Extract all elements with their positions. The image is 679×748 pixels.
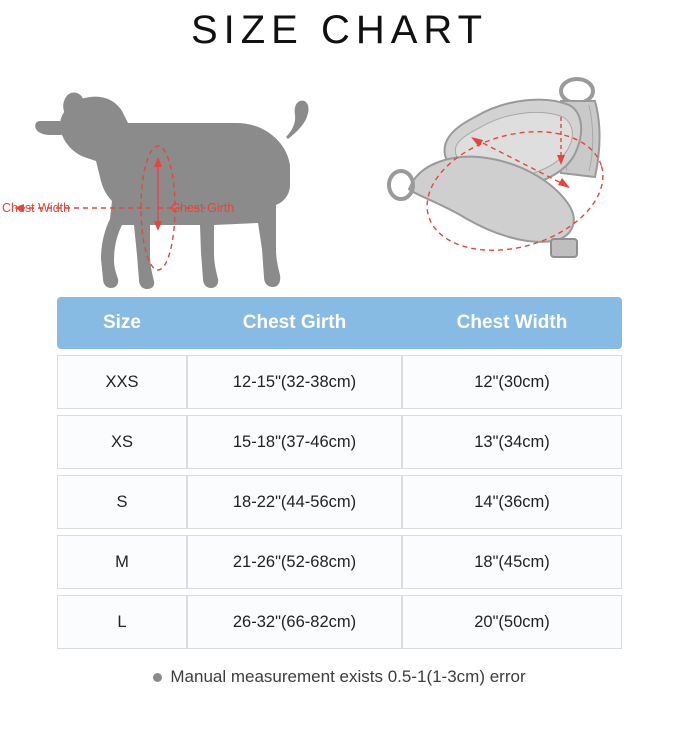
cell-size: L (57, 595, 187, 649)
table-row (57, 535, 622, 589)
measurement-note-text: Manual measurement exists 0.5-1(1-3cm) error (170, 667, 526, 686)
dog-chest-width-label: Chest Width (2, 201, 71, 215)
cell-size: S (57, 475, 187, 529)
cell-chest-girth: 21-26"(52-68cm) (187, 535, 402, 589)
size-chart-page (0, 4, 679, 748)
dog-silhouette-icon (0, 53, 340, 291)
measurement-note (0, 667, 679, 687)
bullet-icon (153, 673, 162, 682)
cell-chest-girth: 15-18"(37-46cm) (187, 415, 402, 469)
size-table (57, 291, 622, 655)
table-header-size: Size (57, 297, 187, 349)
cell-size: XS (57, 415, 187, 469)
dog-harness-icon (355, 53, 655, 291)
cell-chest-width: 13"(34cm) (402, 415, 622, 469)
cell-size: M (57, 535, 187, 589)
table-row (57, 475, 622, 529)
size-table-wrapper (0, 291, 679, 655)
table-header-chest-girth: Chest Girth (187, 297, 402, 349)
cell-chest-width: 20"(50cm) (402, 595, 622, 649)
cell-chest-width: 12"(30cm) (402, 355, 622, 409)
illustration-area (0, 53, 679, 291)
table-row (57, 355, 622, 409)
table-row (57, 415, 622, 469)
cell-size: XXS (57, 355, 187, 409)
table-header-chest-width: Chest Width (402, 297, 622, 349)
table-row (57, 595, 622, 649)
cell-chest-width: 14"(36cm) (402, 475, 622, 529)
cell-chest-girth: 12-15"(32-38cm) (187, 355, 402, 409)
cell-chest-girth: 26-32"(66-82cm) (187, 595, 402, 649)
table-header-row (57, 297, 622, 349)
dog-chest-girth-label: Chest Girth (171, 201, 235, 215)
cell-chest-width: 18"(45cm) (402, 535, 622, 589)
page-title: SIZE CHART (190, 8, 489, 52)
cell-chest-girth: 18-22"(44-56cm) (187, 475, 402, 529)
